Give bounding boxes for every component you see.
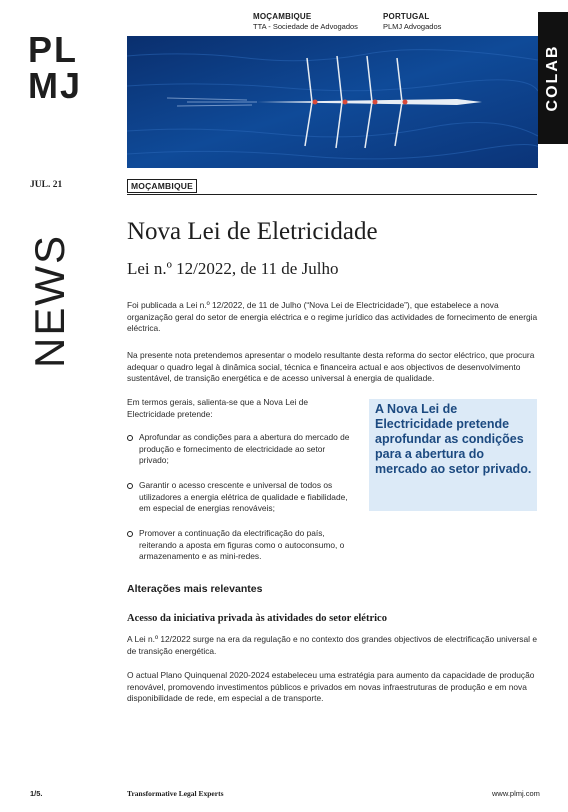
office-country: PORTUGAL — [383, 12, 430, 21]
list-item-text: Garantir o acesso crescente e universal de todos os utilizadores a energia elétrica de qualidade e fiabilidade, em especial de energias renováveis; — [139, 480, 348, 513]
bullet-circle-icon — [127, 483, 133, 489]
office-mozambique — [253, 12, 358, 31]
list-item-text: Aprofundar as condições para a abertura do mercado de produção e fornecimento de electricidade ao setor privado; — [139, 432, 350, 465]
page-subtitle: Lei n.º 12/2022, de 11 de Julho — [127, 259, 339, 278]
body-paragraph: O actual Plano Quinquenal 2020-2024 estabeleceu uma estratégia para aumento da capacidade de produção renovável, promovendo investimentos públicos e privados em novas infraestruturas de produção e em nova disponibilidade de rede, em especial a de transporte. — [127, 670, 535, 703]
body-paragraph: Na presente nota pretendemos apresentar o modelo resultante desta reforma do sector eléctrico, que procura adequar o quadro legal à dinâmica social, técnica e financeira actual e aos objectivos de desenvolvimento sustentável, de transição energética e de acesso universal à energia de qualidade. — [127, 350, 535, 383]
header-divider — [127, 194, 537, 195]
footer-tagline: Transformative Legal Experts — [127, 789, 224, 798]
colab-label: COLAB — [544, 44, 561, 112]
office-name: PLMJ Advogados — [383, 22, 442, 31]
body-paragraph: A Lei n.º 12/2022 surge na era da regulação e no contexto dos grandes objectivos de electrificação universal e de transição energética. — [127, 634, 537, 656]
office-portugal — [383, 12, 441, 31]
pull-quote — [369, 399, 537, 511]
colab-band — [538, 12, 568, 144]
pull-quote-text: A Nova Lei de Electricidade pretende aprofundar as condições para a abertura do mercado ao setor privado. — [375, 402, 532, 476]
news-side-label — [26, 220, 74, 370]
logo-line-2: MJ — [28, 65, 83, 100]
body-paragraph: Em termos gerais, salienta-se que a Nova Lei de Electricidade pretende: — [127, 397, 309, 419]
footer-url-link[interactable]: www.plmj.com — [492, 789, 540, 798]
page-title: Nova Lei de Eletricidade — [127, 218, 378, 245]
logo-line-1: PL — [28, 32, 79, 70]
region-tag: MOÇAMBIQUE — [127, 179, 197, 193]
page-number: 1/5. — [30, 789, 43, 798]
plmj-logo — [28, 32, 92, 100]
news-text: NEWS — [26, 234, 73, 368]
office-name: TTA - Sociedade de Advogados — [253, 22, 358, 31]
intro-paragraph: Foi publicada a Lei n.º 12/2022, de 11 de Julho (“Nova Lei de Electricidade”), que estabelece a nova organização geral do setor de energia eléctrica e o regime jurídico das actividades de fornecimento de energia eléctrica. — [127, 300, 538, 333]
publication-date: JUL. 21 — [30, 180, 63, 190]
section-heading: Alterações mais relevantes — [127, 583, 263, 595]
bullet-circle-icon — [127, 531, 133, 537]
subsection-heading: Acesso da iniciativa privada às atividades do setor elétrico — [127, 613, 387, 624]
bullet-circle-icon — [127, 435, 133, 441]
hero-rowing-image — [127, 36, 538, 168]
office-country: MOÇAMBIQUE — [253, 12, 312, 21]
list-item-text: Promover a continuação da electrificação do país, reiterando a aposta em figuras como o autoconsumo, o armazenamento e as mini-redes. — [139, 528, 345, 561]
